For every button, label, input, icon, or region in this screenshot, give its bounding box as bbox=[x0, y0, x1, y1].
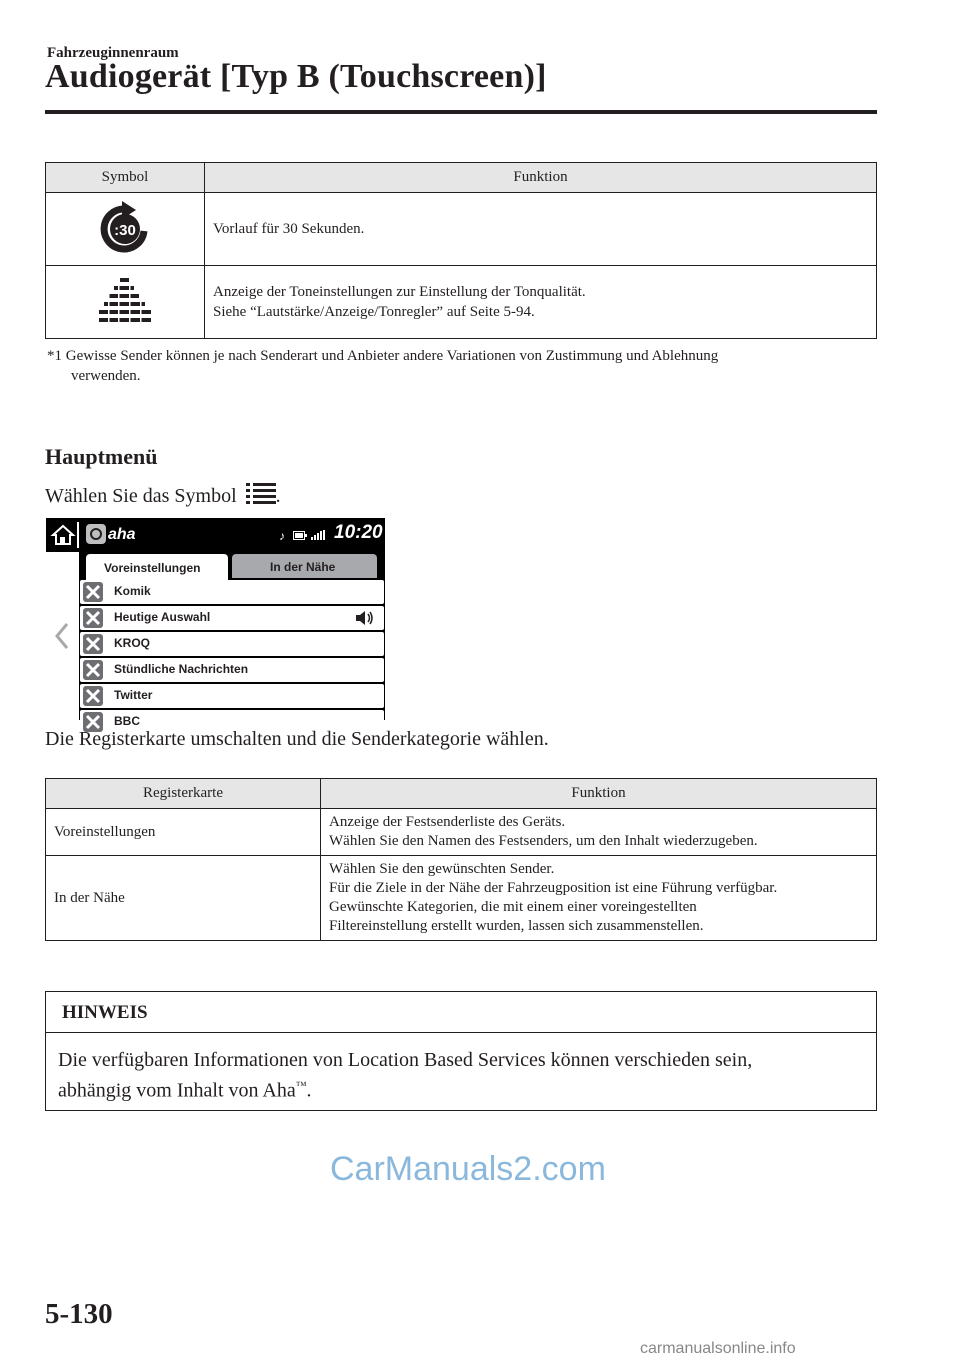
function-text: Wählen Sie den Namen des Festsenders, um den Inhalt wiederzugeben. bbox=[329, 833, 758, 849]
note-text: abhängig vom Inhalt von Aha bbox=[58, 1079, 296, 1102]
item-label: Heutige Auswahl bbox=[114, 610, 211, 624]
function-text: Für die Ziele in der Nähe der Fahrzeugposition ist eine Führung verfügbar. bbox=[329, 880, 778, 896]
note-text: Die verfügbaren Informationen von Location Based Services können verschieden sein, bbox=[58, 1049, 753, 1071]
function-text: Anzeige der Festsenderliste des Geräts. bbox=[329, 814, 566, 830]
function-col-header: Funktion bbox=[321, 779, 877, 809]
aha-logo-icon bbox=[86, 524, 106, 544]
list-item[interactable] bbox=[80, 684, 384, 708]
list-item[interactable] bbox=[80, 632, 384, 656]
tab-in-der-naehe[interactable] bbox=[232, 554, 377, 578]
status-divider bbox=[77, 522, 79, 548]
item-label: Twitter bbox=[114, 688, 153, 702]
list-menu-icon bbox=[246, 482, 276, 504]
tab-label: Voreinstellungen bbox=[104, 561, 201, 575]
title-rule bbox=[45, 110, 877, 114]
table-row bbox=[46, 266, 877, 339]
note-heading: HINWEIS bbox=[46, 992, 876, 1033]
equalizer-icon bbox=[98, 276, 152, 324]
item-label: Stündliche Nachrichten bbox=[114, 662, 249, 676]
page-number: 5-130 bbox=[45, 1298, 113, 1330]
function-text: Filtereinstellung erstellt wurden, lassen sich zusammenstellen. bbox=[329, 918, 704, 934]
symbol-col-header: Symbol bbox=[46, 163, 205, 193]
table-row bbox=[46, 856, 877, 941]
trademark: ™ bbox=[295, 1080, 307, 1092]
aha-screen bbox=[46, 518, 385, 728]
function-text: Vorlauf für 30 Sekunden. bbox=[205, 193, 877, 266]
function-text: Siehe “Lautstärke/Anzeige/Tonregler” auf Seite 5-94. bbox=[213, 304, 535, 320]
back-panel[interactable] bbox=[46, 552, 79, 720]
list-item[interactable] bbox=[80, 580, 384, 604]
section-heading: Hauptmenü bbox=[45, 444, 158, 469]
page-title: Audiogerät [Typ B (Touchscreen)] bbox=[45, 58, 547, 95]
section-label: Fahrzeuginnenraum bbox=[47, 45, 179, 61]
svg-text::30: :30 bbox=[114, 221, 136, 239]
item-label: BBC bbox=[114, 714, 140, 728]
list-item[interactable] bbox=[80, 658, 384, 682]
item-label: Komik bbox=[114, 584, 151, 598]
remove-icon bbox=[83, 608, 103, 628]
app-name: aha bbox=[108, 526, 136, 543]
instruction-end: . bbox=[275, 485, 281, 507]
speaker-icon bbox=[356, 611, 374, 625]
note-end: . bbox=[306, 1079, 312, 1102]
note-box bbox=[45, 991, 877, 1111]
footnote bbox=[47, 346, 877, 386]
note-body bbox=[46, 1033, 876, 1118]
list-item[interactable] bbox=[80, 606, 384, 630]
battery-icon bbox=[293, 531, 307, 540]
footer-watermark: carmanualsonline.info bbox=[640, 1340, 796, 1357]
music-note-icon: ♪ bbox=[279, 529, 285, 543]
footnote-line: verwenden. bbox=[71, 368, 141, 384]
table-row bbox=[46, 193, 877, 266]
tab-table bbox=[45, 778, 877, 941]
skip-forward-30-icon bbox=[100, 201, 150, 253]
symbol-table bbox=[45, 162, 877, 339]
clock: 10:20 bbox=[334, 522, 383, 543]
function-text: Gewünschte Kategorien, die mit einem einer voreingestellten bbox=[329, 899, 697, 915]
footnote-line: *1 Gewisse Sender können je nach Senderart und Anbieter andere Variationen von Zustimmung und Ablehnung bbox=[47, 348, 719, 364]
tab-name: In der Nähe bbox=[46, 856, 321, 941]
item-label: KROQ bbox=[114, 636, 150, 650]
function-text: Wählen Sie den gewünschten Sender. bbox=[329, 861, 555, 877]
function-col-header: Funktion bbox=[205, 163, 877, 193]
remove-icon bbox=[83, 634, 103, 654]
signal-icon bbox=[311, 530, 325, 540]
table-row bbox=[46, 809, 877, 856]
caption: Die Registerkarte umschalten und die Senderkategorie wählen. bbox=[45, 728, 549, 750]
instruction bbox=[45, 482, 281, 508]
tab-col-header: Registerkarte bbox=[46, 779, 321, 809]
remove-icon bbox=[83, 660, 103, 680]
remove-icon bbox=[83, 686, 103, 706]
watermark: CarManuals2.com bbox=[330, 1150, 606, 1188]
chevron-left-icon[interactable] bbox=[54, 622, 70, 650]
home-icon[interactable] bbox=[52, 524, 74, 546]
tab-label: In der Nähe bbox=[270, 560, 336, 574]
remove-icon bbox=[83, 582, 103, 602]
tab-voreinstellungen[interactable] bbox=[86, 554, 228, 581]
tab-name: Voreinstellungen bbox=[46, 809, 321, 856]
instruction-text: Wählen Sie das Symbol bbox=[45, 485, 237, 507]
function-text: Anzeige der Toneinstellungen zur Einstellung der Tonqualität. bbox=[213, 284, 586, 300]
